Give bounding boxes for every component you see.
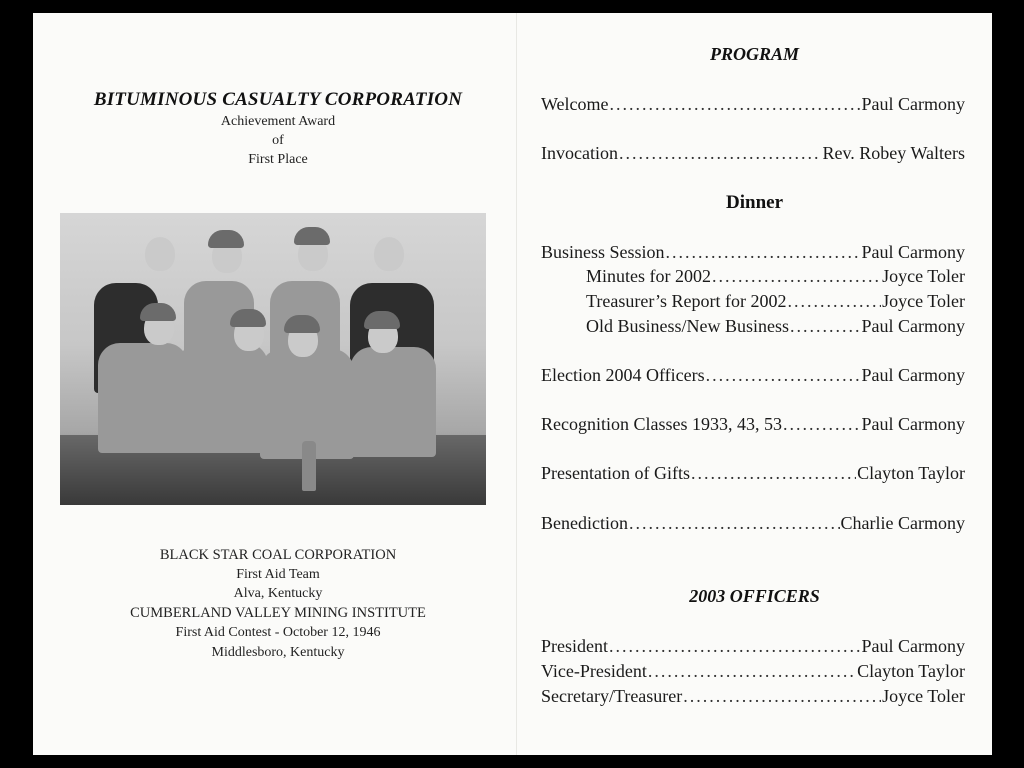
program-item-person: Paul Carmony [861, 316, 965, 336]
program-row-election [541, 365, 965, 386]
officer-row-secretary-treasurer [541, 686, 965, 707]
program-heading: PROGRAM [709, 44, 799, 64]
program-item-person: Paul Carmony [861, 414, 965, 434]
dinner-heading: Dinner [726, 192, 783, 213]
officer-name: Clayton Taylor [857, 661, 965, 681]
program-item-label: Treasurer’s Report for 2002 [586, 291, 787, 311]
corporation-title: BITUMINOUS CASUALTY CORPORATION [93, 89, 463, 110]
program-row-welcome [541, 94, 965, 115]
dot-leader [790, 316, 860, 337]
institute-name: CUMBERLAND VALLEY MINING INSTITUTE [130, 605, 426, 621]
dot-leader [629, 513, 840, 534]
award-line: Achievement Award [220, 114, 336, 129]
program-item-label: Recognition Classes 1933, 43, 53 [541, 414, 782, 434]
program-item-label: Benediction [541, 513, 628, 533]
award-line: of [272, 133, 284, 148]
contest-location: Middlesboro, Kentucky [211, 645, 345, 660]
program-item-label: Invocation [541, 143, 618, 163]
program-row-old-new-business [586, 316, 965, 337]
program-item-label: Election 2004 Officers [541, 365, 705, 385]
dot-leader [609, 636, 861, 657]
program-item-person: Charlie Carmony [840, 513, 965, 533]
program-item-person: Clayton Taylor [857, 463, 965, 483]
program-row-business [541, 242, 965, 263]
award-line: First Place [248, 152, 308, 167]
program-page [33, 13, 992, 755]
program-item-person: Paul Carmony [861, 242, 965, 262]
program-row-invocation [541, 143, 965, 164]
officer-title: President [541, 636, 608, 656]
dot-leader [783, 414, 861, 435]
program-row-minutes [586, 266, 965, 287]
program-item-label: Welcome [541, 94, 609, 114]
dot-leader [706, 365, 861, 386]
program-row-recognition [541, 414, 965, 435]
program-row-treasurer [586, 291, 965, 312]
program-item-person: Paul Carmony [861, 94, 965, 114]
dot-leader [691, 463, 856, 484]
dot-leader [787, 291, 881, 312]
program-item-person: Rev. Robey Walters [822, 143, 965, 163]
dot-leader [648, 661, 856, 682]
dot-leader [619, 143, 821, 164]
officer-title: Vice-President [541, 661, 647, 681]
team-name: First Aid Team [236, 567, 320, 582]
left-panel [33, 13, 516, 755]
officer-row-vice-president [541, 661, 965, 682]
dot-leader [666, 242, 861, 263]
dot-leader [610, 94, 861, 115]
team-location: Alva, Kentucky [233, 586, 323, 601]
company-name: BLACK STAR COAL CORPORATION [159, 547, 397, 563]
program-item-person: Joyce Toler [882, 266, 965, 286]
officer-name: Joyce Toler [882, 686, 965, 706]
officer-name: Paul Carmony [861, 636, 965, 656]
right-panel [517, 13, 992, 755]
program-item-label: Presentation of Gifts [541, 463, 690, 483]
program-item-label: Old Business/New Business [586, 316, 790, 336]
program-item-label: Minutes for 2002 [586, 266, 711, 286]
program-item-person: Joyce Toler [882, 291, 965, 311]
officers-heading: 2003 OFFICERS [689, 586, 820, 606]
team-photo [60, 213, 486, 505]
program-item-label: Business Session [541, 242, 665, 262]
program-row-benediction [541, 513, 965, 534]
trophy-icon [302, 441, 316, 491]
dot-leader [712, 266, 881, 287]
officer-title: Secretary/Treasurer [541, 686, 683, 706]
program-item-person: Paul Carmony [861, 365, 965, 385]
dot-leader [683, 686, 881, 707]
officer-row-president [541, 636, 965, 657]
contest-date: First Aid Contest - October 12, 1946 [175, 625, 381, 640]
program-row-gifts [541, 463, 965, 484]
